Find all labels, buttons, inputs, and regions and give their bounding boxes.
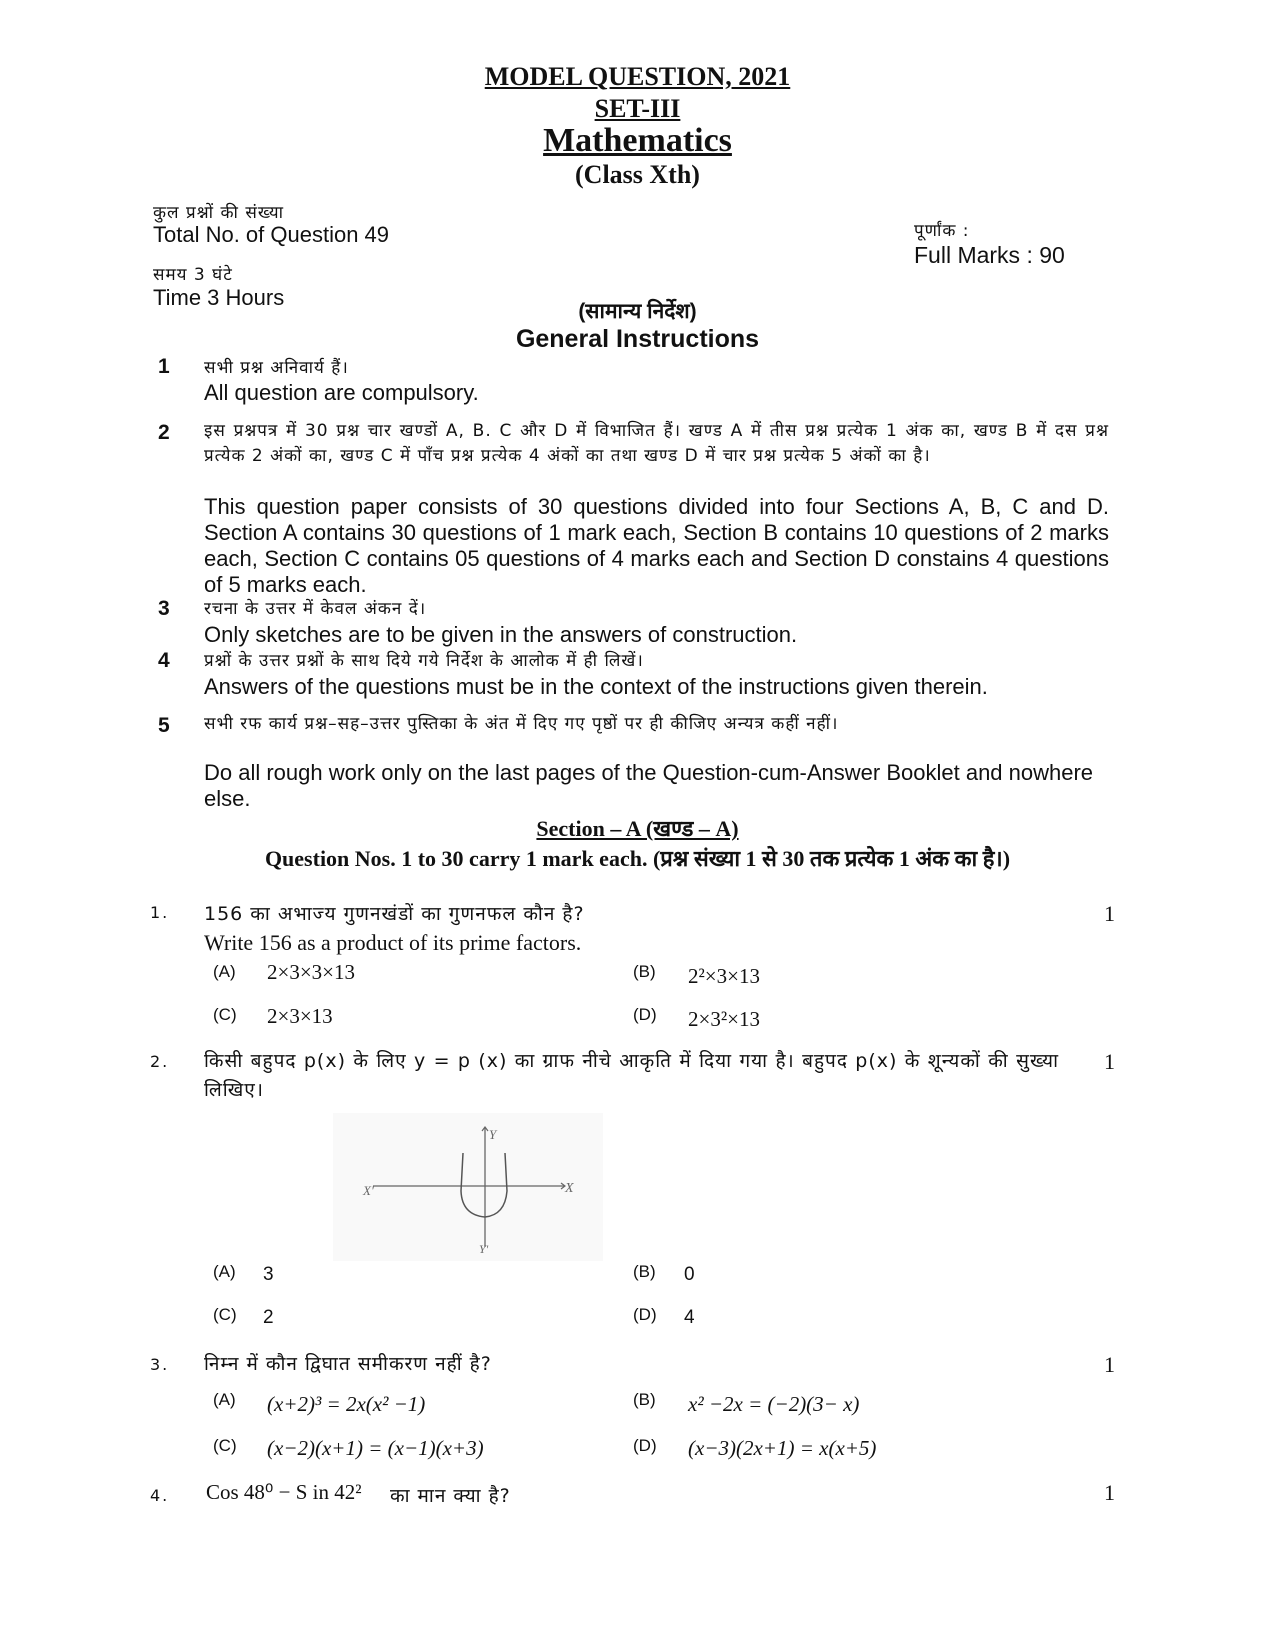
instruction-number: 2	[158, 421, 170, 444]
x-neg-label: X'	[363, 1183, 374, 1198]
instruction-hindi: सभी रफ कार्य प्रश्न–सह–उत्तर पुस्तिका के अंत में दिए गए पृष्ठों पर ही कीजिए अन्यत्र कहीं नहीं।	[204, 714, 839, 734]
set-label: SET-III	[594, 94, 681, 123]
time: Time 3 Hours	[153, 285, 285, 310]
option-value: 2×3×13	[267, 1004, 333, 1028]
y-axis-label: Y	[489, 1127, 497, 1142]
option-label: (C)	[213, 1305, 237, 1324]
question-hindi: 156 का अभाज्य गुणनखंडों का गुणनफल कौन है?	[204, 903, 585, 925]
section-heading	[0, 813, 1275, 843]
question-marks: 1	[1104, 901, 1115, 926]
instruction-hindi: इस प्रश्नपत्र में 30 प्रश्न चार खण्डों A, B. C और D में विभाजित हैं। खण्ड A में तीस प्रश्न प्रत्येक 1 अंक का, खण्ड B में दस प्रश्न प्रत्येक 2 अंकों का, खण्ड C में पाँच प्रश्न प्रत्येक 4 अंकों का तथा खण्ड D में चार प्रश्न प्रत्येक 5 अंकों का है।	[204, 421, 1109, 466]
question-marks: 1	[1104, 1352, 1115, 1377]
instruction-number: 5	[158, 714, 170, 737]
instruction-hindi: प्रश्नों के उत्तर प्रश्नों के साथ दिये गये निर्देश के आलोक में ही लिखें।	[204, 651, 644, 671]
instruction-hindi: रचना के उत्तर में केवल अंकन दें।	[204, 599, 427, 619]
question-marks: 1	[1104, 1480, 1115, 1505]
instruction-english: Answers of the questions must be in the context of the instructions given therein.	[204, 674, 988, 699]
time-hindi: समय 3 घंटे	[153, 265, 233, 285]
instruction-english: All question are compulsory.	[204, 380, 479, 405]
section-subtitle: Question Nos. 1 to 30 carry 1 mark each. (प्रश्न संख्या 1 से 30 तक प्रत्येक 1 अंक का है।)	[264, 846, 1011, 871]
option-label: (A)	[213, 1262, 236, 1281]
full-marks-hindi: पूर्णांक :	[914, 221, 970, 241]
option-value: x² −2x = (−2)(3− x)	[688, 1392, 860, 1416]
option-label: (A)	[213, 962, 236, 981]
option-label: (D)	[633, 1305, 657, 1324]
instruction-number: 3	[158, 597, 170, 620]
graph-svg	[333, 1113, 603, 1261]
general-instructions-title: General Instructions	[515, 325, 760, 353]
question-number: 4.	[150, 1486, 170, 1505]
option-value: 0	[684, 1264, 695, 1285]
option-label: (D)	[633, 1436, 657, 1455]
option-value: 2×3²×13	[688, 1007, 760, 1031]
class-label: (Class Xth)	[575, 160, 700, 189]
question-expression: Cos 48⁰ − S in 42²	[206, 1480, 362, 1504]
question-hindi: का मान क्या है?	[390, 1485, 511, 1507]
instruction-english: Only sketches are to be given in the answers of construction.	[204, 622, 798, 647]
option-label: (B)	[633, 962, 656, 981]
full-marks: Full Marks : 90	[914, 242, 1065, 268]
question-hindi: किसी बहुपद p(x) के लिए y = p (x) का ग्राफ नीचे आकृति में दिया गया है। बहुपद p(x) के शून्यकों की सुख्या लिखिए।	[204, 1050, 1059, 1101]
general-instructions-hindi: (सामान्य निर्देश)	[578, 300, 697, 323]
subject-title: Mathematics	[543, 122, 732, 159]
instruction-english: Do all rough work only on the last pages of the Question-cum-Answer Booklet and nowhere else.	[204, 760, 1094, 811]
instruction-number: 4	[158, 649, 170, 672]
instruction-hindi: सभी प्रश्न अनिवार्य हैं।	[204, 358, 349, 378]
option-value: 2×3×3×13	[267, 960, 356, 984]
option-value: 4	[684, 1307, 695, 1328]
option-label: (C)	[213, 1436, 237, 1455]
option-label: (C)	[213, 1005, 237, 1024]
question-hindi: निम्न में कौन द्विघात समीकरण नहीं है?	[204, 1353, 492, 1375]
instruction-number: 1	[158, 355, 170, 378]
question-english: Write 156 as a product of its prime factors.	[204, 930, 582, 955]
x-axis-label: X	[565, 1181, 574, 1196]
paper-title: MODEL QUESTION, 2021	[484, 62, 791, 91]
instruction-english: This question paper consists of 30 questions divided into four Sections A, B, C and D. Section A contains 30 questions of 1 mark each, Section B contains 10 questions of 2 marks each, Section C contains 05 questions of 4 marks each and Section D constains 4 questions of 5 marks each.	[204, 494, 1109, 597]
question-number: 3.	[150, 1355, 170, 1374]
y-neg-label: Y'	[479, 1242, 489, 1256]
question-number: 1.	[150, 903, 170, 922]
option-value: 3	[263, 1264, 274, 1285]
option-value: 2	[263, 1307, 274, 1328]
graph-figure	[333, 1113, 603, 1261]
option-label: (D)	[633, 1005, 657, 1024]
option-value: (x+2)³ = 2x(x² −1)	[267, 1392, 426, 1416]
question-number: 2.	[150, 1052, 170, 1071]
section-title: Section – A (खण्ड – A)	[536, 816, 739, 841]
parabola-curve	[461, 1153, 507, 1217]
option-value: (x−2)(x+1) = (x−1)(x+3)	[267, 1436, 484, 1460]
option-value: (x−3)(2x+1) = x(x+5)	[688, 1436, 877, 1460]
total-questions-hindi: कुल प्रश्नों की संख्या	[153, 203, 285, 223]
option-label: (B)	[633, 1390, 656, 1409]
option-value: 2²×3×13	[688, 964, 760, 988]
question-marks: 1	[1104, 1049, 1115, 1074]
total-questions: Total No. of Question 49	[153, 222, 390, 247]
option-label: (B)	[633, 1262, 656, 1281]
option-label: (A)	[213, 1390, 236, 1409]
